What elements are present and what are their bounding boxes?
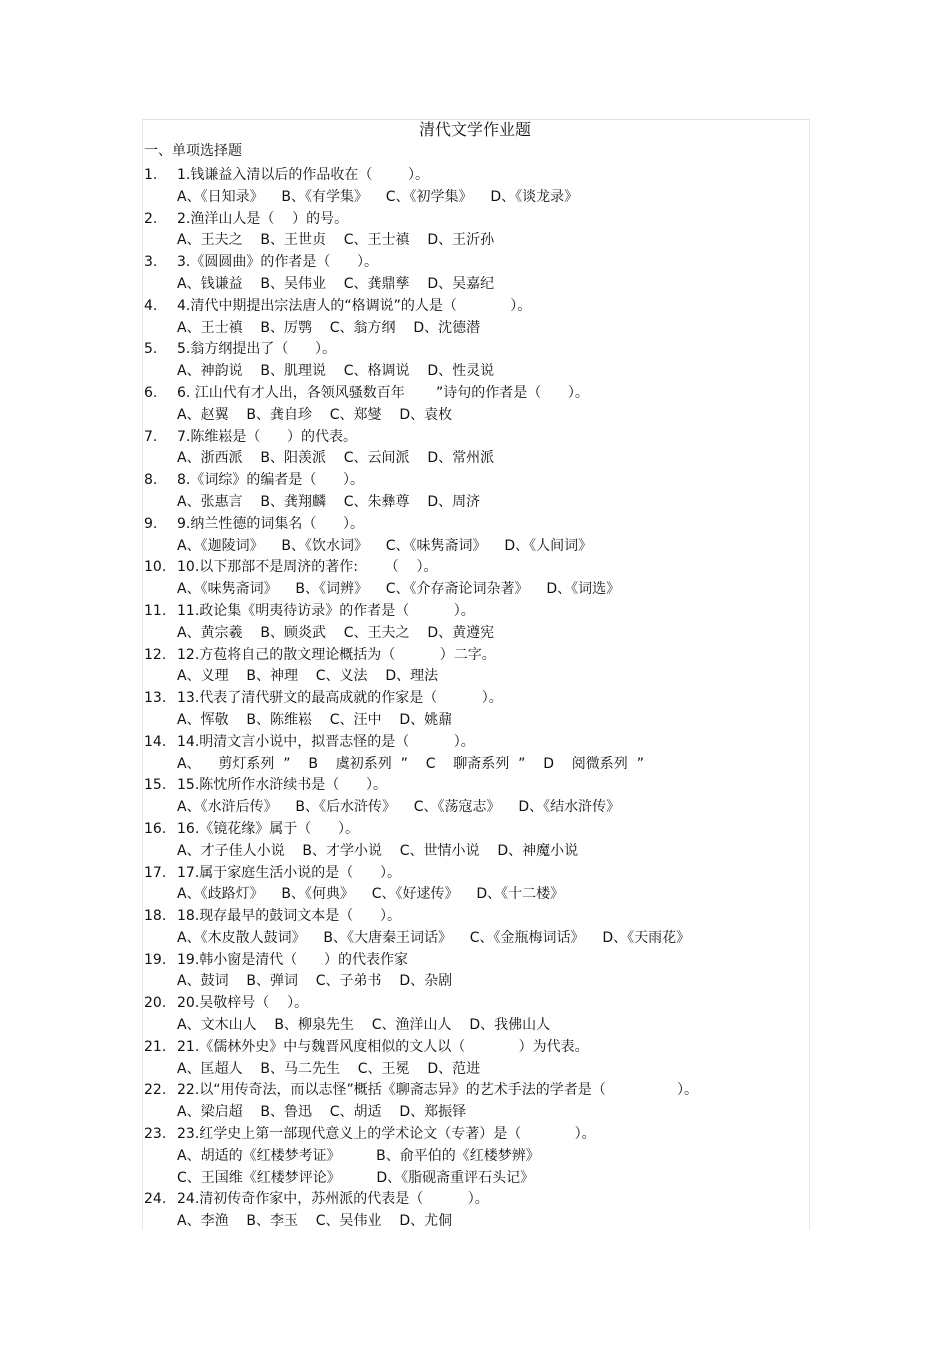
question-item — [144, 775, 804, 819]
question-options: A、李渔 B、李玉 C、吴伟业 D、尤侗 — [177, 1213, 453, 1230]
question-text: 18.现存最早的鼓词文本是（ ）。 — [177, 908, 401, 925]
question-number: 19. — [144, 951, 167, 968]
question-text: 4.清代中期提出宗法唐人的“格调说”的人是（ ）。 — [177, 297, 532, 314]
question-line — [144, 1080, 804, 1102]
question-text: 16.《镜花缘》属于（ ）。 — [177, 820, 359, 837]
question-text: 1.钱谦益入清以后的作品收在（ ）。 — [177, 167, 429, 183]
question-line — [144, 863, 804, 885]
question-number: 20. — [144, 995, 167, 1012]
question-line — [144, 688, 804, 710]
question-item — [144, 993, 804, 1037]
question-number: 11. — [144, 602, 167, 619]
question-number: 7. — [144, 428, 158, 445]
question-text: 8.《词综》的编者是（ ）。 — [177, 472, 365, 489]
question-line — [144, 1124, 804, 1146]
question-text: 13.代表了清代骈文的最高成就的作家是（ ）。 — [177, 690, 503, 707]
question-item — [144, 296, 804, 340]
question-item — [144, 1080, 804, 1124]
question-item — [144, 252, 804, 296]
question-options: A、恽敬 B、陈维崧 C、汪中 D、姚鼐 — [177, 711, 453, 728]
question-number: 4. — [144, 297, 158, 314]
question-number: 24. — [144, 1191, 167, 1208]
question-item — [144, 470, 804, 514]
question-options: A、《歧路灯》 B、《何典》 C、《好逑传》 D、《十二楼》 — [177, 886, 565, 903]
question-options: A、王士禛 B、厉鹗 C、翁方纲 D、沈德潜 — [177, 319, 481, 336]
question-item — [144, 1124, 804, 1189]
question-text: 7.陈维崧是（ ）的代表。 — [177, 428, 358, 445]
question-list — [144, 165, 804, 1233]
question-item — [144, 950, 804, 994]
question-text: 21.《儒林外史》中与魏晋风度相似的文人以（ ）为代表。 — [177, 1038, 589, 1055]
question-text: 2.渔洋山人是（ ）的号。 — [177, 210, 349, 227]
question-text: 12.方苞将自己的散文理论概括为（ ）二字。 — [177, 646, 496, 663]
question-line — [144, 470, 804, 492]
question-options: A、义理 B、神理 C、义法 D、理法 — [177, 668, 439, 685]
question-options: A、《水浒后传》 B、《后水浒传》 C、《荡寇志》 D、《结水浒传》 — [177, 799, 621, 816]
question-number: 15. — [144, 777, 167, 794]
question-text: 11.政论集《明夷待访录》的作者是（ ）。 — [177, 602, 475, 619]
question-line — [144, 601, 804, 623]
question-text: 3.《圆圆曲》的作者是（ ）。 — [177, 254, 379, 271]
question-text: 19.韩小窗是清代（ ）的代表作家 — [177, 951, 408, 968]
question-item — [144, 514, 804, 558]
question-item — [144, 427, 804, 471]
question-text: 5.翁方纲提出了（ ）。 — [177, 341, 337, 358]
question-number: 3. — [144, 254, 158, 271]
question-item — [144, 557, 804, 601]
question-line — [144, 165, 804, 187]
question-item — [144, 339, 804, 383]
question-number: 9. — [144, 515, 158, 532]
question-item — [144, 819, 804, 863]
question-options: A、黄宗羲 B、顾炎武 C、王夫之 D、黄遵宪 — [177, 624, 495, 641]
question-options: A、赵翼 B、龚自珍 C、郑燮 D、袁枚 — [177, 406, 453, 423]
question-number: 21. — [144, 1038, 167, 1055]
question-number: 1. — [144, 167, 158, 183]
section-heading: 一、单项选择题 — [144, 143, 242, 159]
question-line — [144, 775, 804, 797]
question-number: 13. — [144, 690, 167, 707]
question-number: 12. — [144, 646, 167, 663]
question-item — [144, 1189, 804, 1233]
question-line — [144, 339, 804, 361]
question-options: A、《味隽斋词》 B、《词辨》 C、《介存斋论词杂著》 D、《词选》 — [177, 581, 621, 598]
question-text: 17.属于家庭生活小说的是（ ）。 — [177, 864, 401, 881]
question-options: C、王国维《红楼梦评论》 D、《脂砚斋重评石头记》 — [177, 1169, 535, 1186]
question-text: 9.纳兰性德的词集名（ ）。 — [177, 515, 365, 532]
question-options: A、鼓词 B、弹词 C、子弟书 D、杂剧 — [177, 973, 453, 990]
question-text: 10.以下那部不是周济的著作: （ ）。 — [177, 559, 438, 576]
question-line — [144, 209, 804, 231]
question-item — [144, 732, 804, 776]
question-text: 24.清初传奇作家中，苏州派的代表是（ ）。 — [177, 1191, 489, 1208]
question-number: 8. — [144, 472, 158, 489]
question-number: 10. — [144, 559, 167, 576]
question-item — [144, 165, 804, 209]
question-options: A、匡超人 B、马二先生 C、王冕 D、范进 — [177, 1060, 481, 1077]
question-text: 23.红学史上第一部现代意义上的学术论文（专著）是（ ）。 — [177, 1126, 596, 1143]
question-options: A、梁启超 B、鲁迅 C、胡适 D、郑振铎 — [177, 1104, 467, 1121]
question-line — [144, 383, 804, 405]
question-item — [144, 1037, 804, 1081]
page-title: 清代文学作业题 — [418, 120, 531, 139]
question-line — [144, 732, 804, 754]
question-item — [144, 601, 804, 645]
question-line — [144, 252, 804, 274]
question-item — [144, 209, 804, 253]
question-line — [144, 296, 804, 318]
question-number: 6. — [144, 384, 158, 401]
question-item — [144, 645, 804, 689]
question-text: 15.陈忱所作水浒续书是（ ）。 — [177, 777, 387, 794]
question-number: 23. — [144, 1126, 167, 1143]
question-line — [144, 645, 804, 667]
question-number: 14. — [144, 733, 167, 750]
question-number: 5. — [144, 341, 158, 358]
question-number: 17. — [144, 864, 167, 881]
question-line — [144, 427, 804, 449]
question-options: A、神韵说 B、肌理说 C、格调说 D、性灵说 — [177, 363, 495, 380]
question-line — [144, 1189, 804, 1211]
question-line — [144, 993, 804, 1015]
question-options: A、浙西派 B、阳羡派 C、云间派 D、常州派 — [177, 450, 495, 467]
question-text: 20.吴敬梓号（ ）。 — [177, 995, 309, 1012]
question-line — [144, 1037, 804, 1059]
question-options: A、才子佳人小说 B、才学小说 C、世情小说 D、神魔小说 — [177, 842, 579, 859]
question-text: 6. 江山代有才人出，各领风骚数百年 ”诗句的作者是（ ）。 — [177, 384, 589, 401]
question-item — [144, 863, 804, 907]
question-line — [144, 514, 804, 536]
question-text: 22.以“用传奇法，而以志怪”概括《聊斋志异》的艺术手法的学者是（ ）。 — [177, 1082, 698, 1099]
question-options: A、《木皮散人鼓词》 B、《大唐秦王词话》 C、《金瓶梅词话》 D、《天雨花》 — [177, 929, 691, 946]
question-options: A、胡适的《红楼梦考证》 B、俞平伯的《红楼梦辨》 — [177, 1147, 540, 1164]
question-options: A、张惠言 B、龚翔麟 C、朱彝尊 D、周济 — [177, 493, 481, 510]
question-options: A、《迦陵词》 B、《饮水词》 C、《味隽斋词》 D、《人间词》 — [177, 537, 593, 554]
question-options: A、文木山人 B、柳泉先生 C、渔洋山人 D、我佛山人 — [177, 1017, 551, 1034]
question-line — [144, 950, 804, 972]
question-options: A、 剪灯系列 ” B 虞初系列 ” C 聊斋系列 ” D 阅微系列 ” — [177, 755, 644, 772]
question-options: A、王夫之 B、王世贞 C、王士禛 D、王沂孙 — [177, 232, 495, 249]
question-line — [144, 557, 804, 579]
question-options: A、《日知录》 B、《有学集》 C、《初学集》 D、《谈龙录》 — [177, 188, 579, 205]
question-options: A、钱谦益 B、吴伟业 C、龚鼎孳 D、吴嘉纪 — [177, 275, 495, 292]
question-number: 18. — [144, 908, 167, 925]
question-item — [144, 383, 804, 427]
question-number: 16. — [144, 820, 167, 837]
question-text: 14.明清文言小说中，拟晋志怪的是（ ）。 — [177, 733, 475, 750]
question-item — [144, 688, 804, 732]
question-number: 22. — [144, 1082, 167, 1099]
question-item — [144, 906, 804, 950]
question-number: 2. — [144, 210, 158, 227]
question-line — [144, 906, 804, 928]
question-line — [144, 819, 804, 841]
